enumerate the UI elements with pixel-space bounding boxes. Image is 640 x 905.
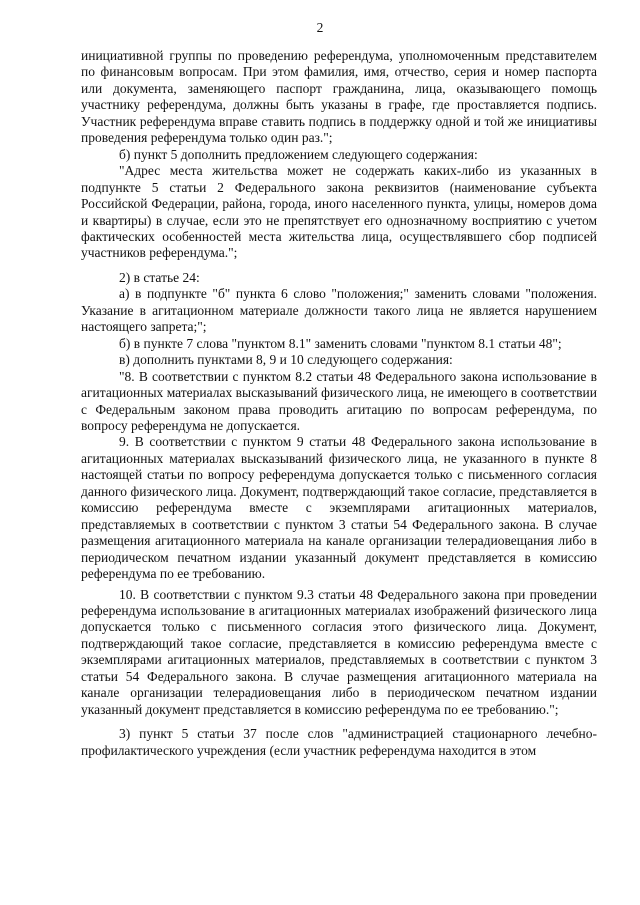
paragraph-subpoint-b: б) в пункте 7 слова "пунктом 8.1" заменить словами "пунктом 8.1 статьи 48";	[119, 335, 562, 351]
paragraph-signature-rules: инициативной группы по проведению референдума, уполномоченным представителем по финансовым вопросам. При этом фамилия, имя, отчество, серия и номер паспорта или документа, заменяющего паспорт гражданина, лица, оказывающего помощь участнику референдума, должны быть указаны в графе, где проставляется подпись. Участник референдума вправе ставить подпись в поддержку одной и той же инициативы проведения референдума только один раз.";	[81, 48, 597, 146]
paragraph-subpoint-v: в) дополнить пунктами 8, 9 и 10 следующего содержания:	[119, 352, 453, 368]
paragraph-point-10: 10. В соответствии с пунктом 9.3 статьи 48 Федерального закона при проведении референдума использование в агитационных материалах изображений физического лица допускается только с письменного согласия этого физического лица. Документ, подтверждающий такое согласие, представляется в комиссию референдума вместе с экземплярами агитационных материалов, представляемых в соответствии с пунктом 3 статьи 54 Федерального закона. В случае размещения агитационного материала на канале организации телерадиовещания либо в периодическом печатном издании указанный документ представляется в комиссию референдума по ее требованию.";	[81, 586, 597, 717]
paragraph-address-clause: "Адрес места жительства может не содержать каких-либо из указанных в подпункте 5 статьи 2 Федерального закона реквизитов (наименование субъекта Российской Федерации, района, города, иного населенного пункта, улицы, номеров дома и квартиры) в случае, если это не препятствует его однозначному восприятию с учетом фактических особенностей места жительства лица, осуществлявшего сбор подписей участников референдума.";	[81, 163, 597, 261]
paragraph-point-9: 9. В соответствии с пунктом 9 статьи 48 Федерального закона использование в агитационных материалах высказываний физического лица, не указанного в пункте 8 настоящей статьи по вопросу референдума допускается только с письменного согласия данного физического лица. Документ, подтверждающий такое согласие, представляется в комиссию референдума вместе с экземплярами агитационных материалов, представляемых в соответствии с пунктом 3 статьи 54 Федерального закона. В случае размещения агитационного материала на канале организации телерадиовещания либо в периодическом печатном издании указанный документ представляется в комиссию референдума по ее требованию.	[81, 434, 597, 582]
paragraph-item-3: 3) пункт 5 статьи 37 после слов "администрацией стационарного лечебно-профилактического учреждения (если участник референдума находится в этом	[81, 726, 597, 758]
document-body	[81, 48, 597, 759]
paragraph-point-8: "8. В соответствии с пунктом 8.2 статьи 48 Федерального закона использование в агитационных материалах высказываний физического лица, не имеющего в соответствии с Федеральным законом права проводить агитацию по вопросам референдума, по вопросу референдума не допускается.	[81, 368, 597, 433]
paragraph-subpoint-a: а) в подпункте "б" пункта 6 слово "положения;" заменить словами "положения. Указание в агитационном материале должности такого лица не является нарушением настоящего запрета;";	[81, 286, 597, 335]
page-number: 2	[316, 20, 324, 35]
paragraph-article-24: 2) в статье 24:	[119, 269, 200, 285]
paragraph-point-5-intro: б) пункт 5 дополнить предложением следующего содержания:	[119, 146, 478, 162]
